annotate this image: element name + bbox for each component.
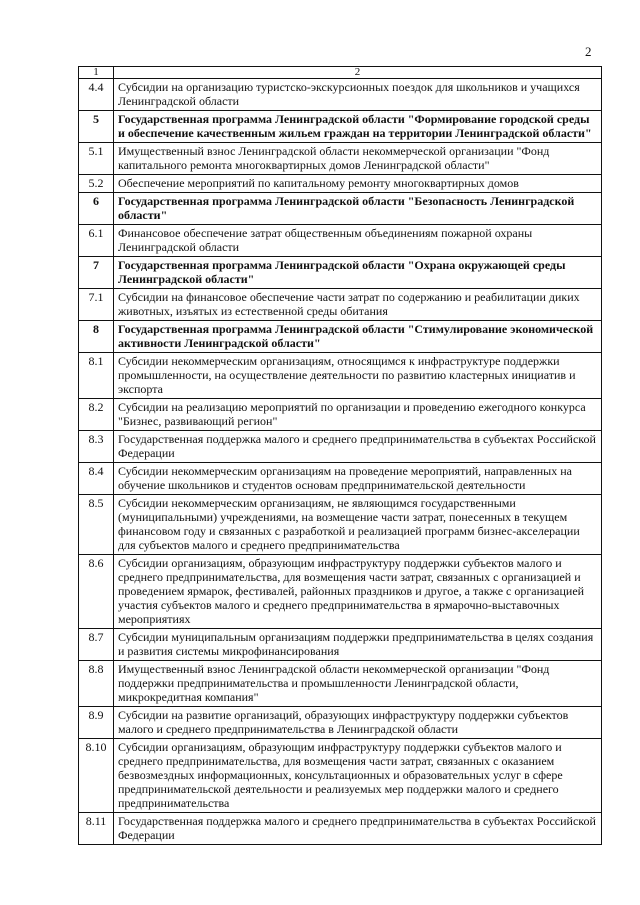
row-number: 6.1: [79, 225, 114, 257]
row-number: 7: [79, 257, 114, 289]
row-number: 8.3: [79, 431, 114, 463]
row-text: Субсидии на организацию туристско-экскурсионных поездок для школьников и учащихся Ленинградской области: [114, 79, 602, 111]
header-col-number: 1: [79, 67, 114, 79]
row-number: 8.7: [79, 629, 114, 661]
row-number: 8.6: [79, 555, 114, 629]
table-row: [79, 661, 602, 707]
row-text: Субсидии на реализацию мероприятий по организации и проведению ежегодного конкурса "Бизнес, развивающий регион": [114, 399, 602, 431]
table-row: [79, 353, 602, 399]
header-col-text: 2: [114, 67, 602, 79]
table-row: [79, 629, 602, 661]
table-row: [79, 79, 602, 111]
row-text: Субсидии муниципальным организациям поддержки предпринимательства в целях создания и развития системы микрофинансирования: [114, 629, 602, 661]
table-row: [79, 321, 602, 353]
table-row: [79, 463, 602, 495]
row-text: Государственная программа Ленинградской области "Безопасность Ленинградской области": [114, 193, 602, 225]
row-number: 8.1: [79, 353, 114, 399]
row-text: Субсидии на финансовое обеспечение части затрат по содержанию и реабилитации диких животных, изъятых из естественной среды обитания: [114, 289, 602, 321]
table-row: [79, 431, 602, 463]
table-row: [79, 225, 602, 257]
row-number: 8: [79, 321, 114, 353]
table-row: [79, 399, 602, 431]
row-number: 8.8: [79, 661, 114, 707]
row-text: Имущественный взнос Ленинградской области некоммерческой организации "Фонд поддержки предпринимательства и промышленности Ленинградской области, микрокредитная компания": [114, 661, 602, 707]
row-text: Субсидии некоммерческим организациям, не являющимся государственными (муниципальными) учреждениями, на возмещение части затрат, понесенных в текущем финансовом году и связанных с разработкой и реализацией программ бизнес-акселерации для субъектов малого и среднего предпринимательства: [114, 495, 602, 555]
row-number: 8.10: [79, 739, 114, 813]
row-number: 8.5: [79, 495, 114, 555]
table-row: [79, 707, 602, 739]
table-row: [79, 495, 602, 555]
row-text: Субсидии некоммерческим организациям на проведение мероприятий, направленных на обучение школьников и студентов основам предпринимательской деятельности: [114, 463, 602, 495]
row-number: 8.4: [79, 463, 114, 495]
page-number: 2: [585, 44, 592, 59]
row-number: 8.2: [79, 399, 114, 431]
row-number: 5.1: [79, 143, 114, 175]
table-row: [79, 193, 602, 225]
row-number: 8.11: [79, 813, 114, 845]
row-text: Государственная программа Ленинградской области "Стимулирование экономической активности Ленинградской области": [114, 321, 602, 353]
row-text: Государственная поддержка малого и среднего предпринимательства в субъектах Российской Федерации: [114, 813, 602, 845]
row-number: 5: [79, 111, 114, 143]
table-header-row: [79, 67, 602, 79]
row-text: Имущественный взнос Ленинградской области некоммерческой организации "Фонд капитального ремонта многоквартирных домов Ленинградской области": [114, 143, 602, 175]
table-row: [79, 739, 602, 813]
row-text: Государственная программа Ленинградской области "Охрана окружающей среды Ленинградской области": [114, 257, 602, 289]
table-body: [79, 67, 602, 845]
row-number: 5.2: [79, 175, 114, 193]
table-row: [79, 143, 602, 175]
table-row: [79, 813, 602, 845]
row-text: Субсидии организациям, образующим инфраструктуру поддержки субъектов малого и среднего предпринимательства, для возмещения части затрат, связанных с оказанием безвозмездных информационных, консультационных и образовательных услуг в сфере предпринимательской деятельности и реализуемых мер поддержки малого и среднего предпринимательства: [114, 739, 602, 813]
row-text: Субсидии некоммерческим организациям, относящимся к инфраструктуре поддержки промышленности, на осуществление деятельности по развитию кластерных инициатив и экспорта: [114, 353, 602, 399]
row-text: Государственная поддержка малого и среднего предпринимательства в субъектах Российской Федерации: [114, 431, 602, 463]
row-text: Субсидии на развитие организаций, образующих инфраструктуру поддержки субъектов малого и среднего предпринимательства в Ленинградской области: [114, 707, 602, 739]
row-text: Финансовое обеспечение затрат общественным объединениям пожарной охраны Ленинградской области: [114, 225, 602, 257]
row-text: Субсидии организациям, образующим инфраструктуру поддержки субъектов малого и среднего предпринимательства, для возмещения части затрат, связанных с организацией и проведением ярмарок, фестивалей, районных праздников и другое, а также с организацией участия субъектов малого и среднего предпринимательства в ярмарочно-выставочных мероприятиях: [114, 555, 602, 629]
row-text: Обеспечение мероприятий по капитальному ремонту многоквартирных домов: [114, 175, 602, 193]
row-number: 7.1: [79, 289, 114, 321]
table-row: [79, 555, 602, 629]
row-number: 6: [79, 193, 114, 225]
table-row: [79, 175, 602, 193]
table-row: [79, 289, 602, 321]
row-number: 4.4: [79, 79, 114, 111]
row-number: 8.9: [79, 707, 114, 739]
row-text: Государственная программа Ленинградской области "Формирование городской среды и обеспечение качественным жильем граждан на территории Ленинградской области": [114, 111, 602, 143]
table-row: [79, 111, 602, 143]
table-row: [79, 257, 602, 289]
subsidy-table: [78, 66, 602, 845]
